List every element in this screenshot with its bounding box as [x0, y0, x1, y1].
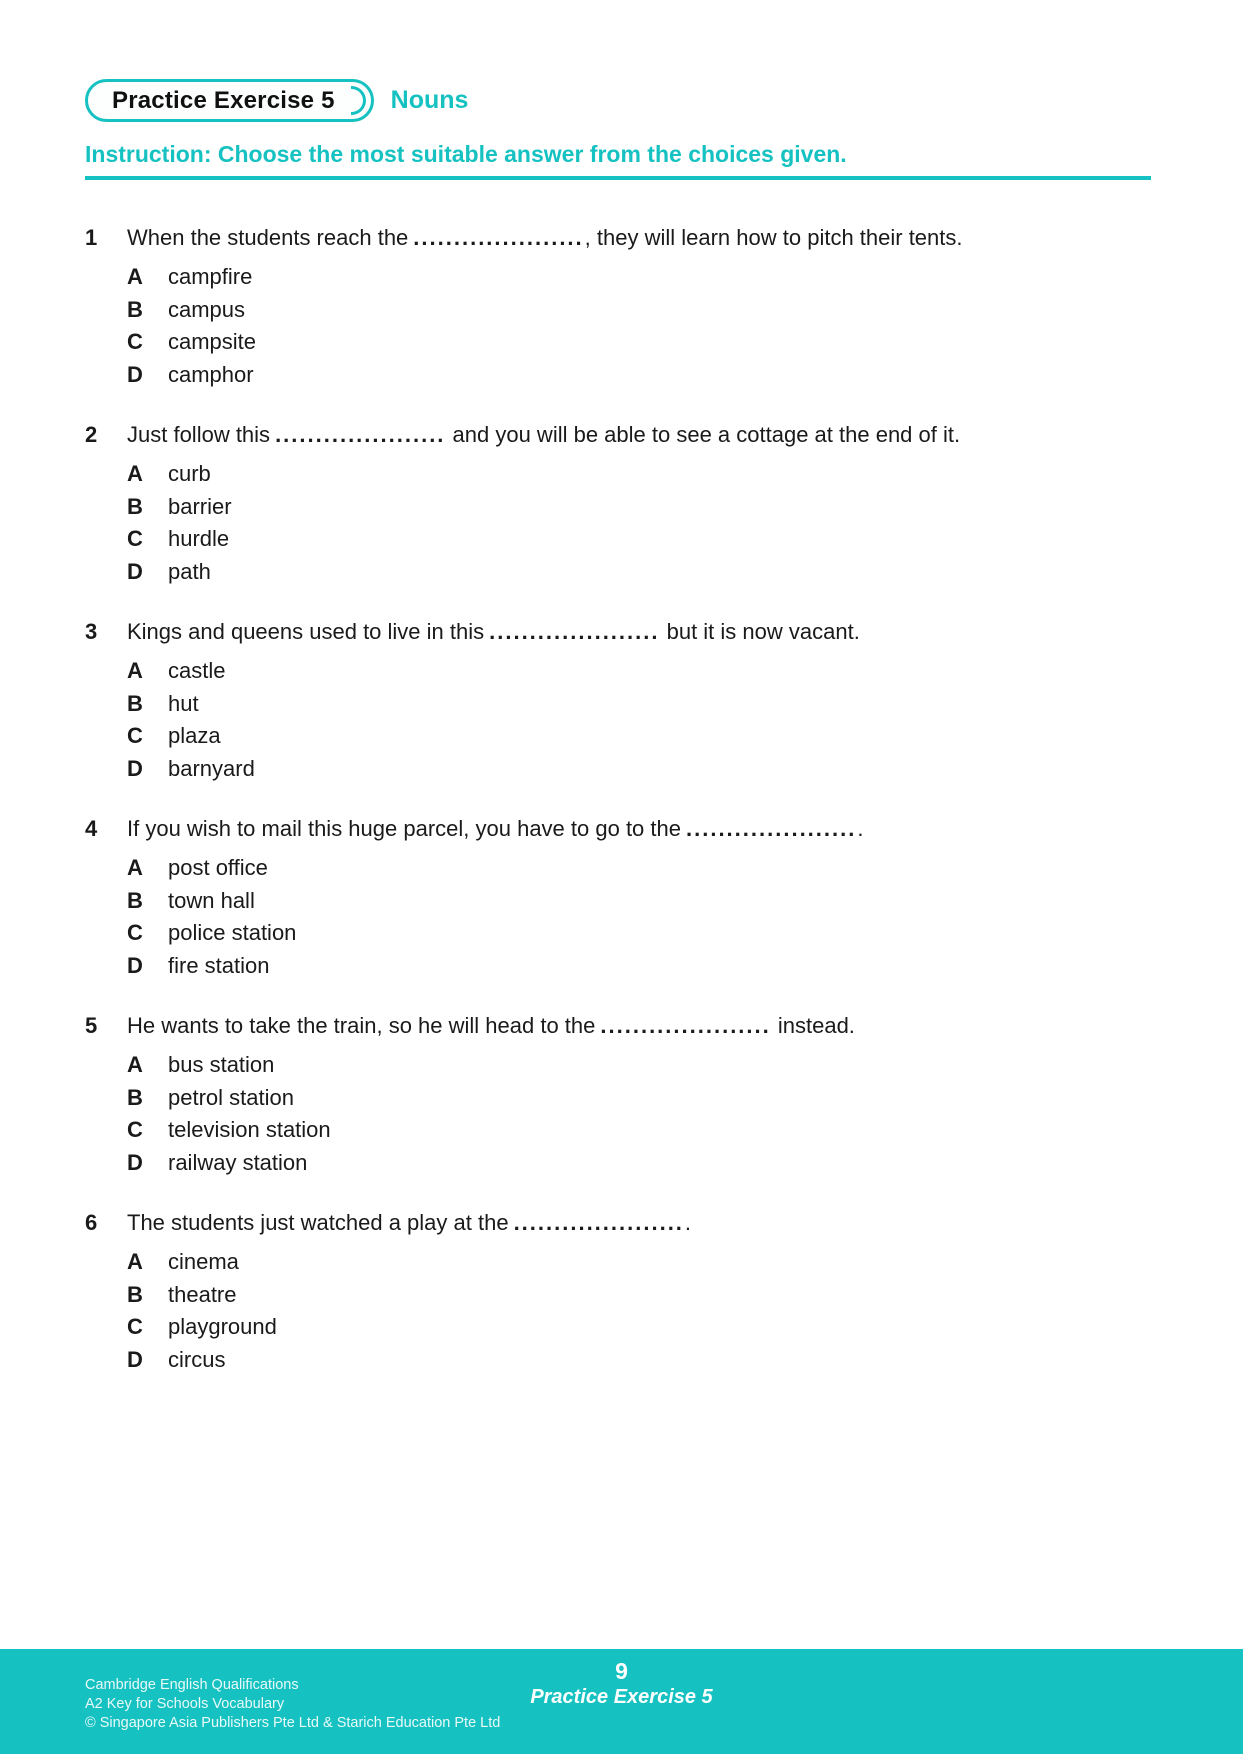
option-row — [85, 294, 1155, 327]
footer-section-label: Practice Exercise 5 — [530, 1686, 713, 1708]
instruction-divider — [85, 176, 1151, 180]
question-text-before: Just follow this — [127, 422, 271, 447]
answer-blank: ..................... — [489, 619, 660, 644]
option-label: petrol station — [168, 1084, 294, 1110]
option-row — [85, 1147, 1155, 1180]
option-label: circus — [168, 1346, 226, 1372]
option-letter: B — [127, 1084, 143, 1110]
exercise-badge-label: Practice Exercise 5 — [112, 86, 335, 114]
question-line — [85, 1009, 1155, 1042]
option-letter: D — [127, 558, 143, 584]
option-letter: D — [127, 1346, 143, 1372]
question-text-after: . — [857, 816, 864, 841]
option-row — [85, 458, 1155, 491]
option-label: barnyard — [168, 755, 255, 781]
option-row — [85, 1311, 1155, 1344]
question-block-6 — [85, 1206, 1155, 1376]
answer-blank: ..................... — [413, 225, 584, 250]
option-row — [85, 852, 1155, 885]
question-number: 3 — [85, 619, 98, 644]
options-list — [85, 261, 1155, 391]
option-letter: B — [127, 296, 143, 322]
option-letter: D — [127, 952, 143, 978]
option-row — [85, 1279, 1155, 1312]
question-text — [127, 1206, 691, 1239]
option-label: cinema — [168, 1249, 239, 1274]
option-label: police station — [168, 920, 297, 945]
option-label: hut — [168, 690, 199, 716]
option-letter: B — [127, 690, 143, 716]
options-list — [85, 458, 1155, 588]
option-label: theatre — [168, 1281, 237, 1307]
question-number: 5 — [85, 1013, 98, 1038]
question-block-2 — [85, 418, 1155, 588]
option-row — [85, 1344, 1155, 1377]
question-text — [127, 812, 863, 845]
option-letter: A — [127, 1249, 143, 1274]
option-row — [85, 950, 1155, 983]
question-text-before: When the students reach the — [127, 225, 409, 250]
option-letter: D — [127, 361, 143, 387]
option-label: campus — [168, 296, 246, 322]
question-block-1 — [85, 221, 1155, 391]
question-line — [85, 418, 1155, 451]
question-text-before: The students just watched a play at the — [127, 1210, 509, 1235]
question-number: 2 — [85, 422, 98, 447]
badge-end-arc-icon — [351, 86, 366, 115]
page-header — [85, 79, 468, 122]
footer-imprint-line: Cambridge English Qualifications — [85, 1677, 299, 1693]
option-letter: C — [127, 1117, 143, 1142]
question-line — [85, 812, 1155, 845]
option-letter: C — [127, 526, 143, 551]
question-block-4 — [85, 812, 1155, 982]
footer-center — [0, 1658, 1243, 1709]
answer-blank: ..................... — [513, 1210, 684, 1235]
answer-blank: ..................... — [686, 816, 857, 841]
option-letter: D — [127, 755, 143, 781]
option-label: campsite — [168, 329, 257, 354]
option-letter: A — [127, 461, 143, 486]
options-list — [85, 655, 1155, 785]
answer-blank: ..................... — [275, 422, 446, 447]
question-text — [127, 418, 960, 451]
options-list — [85, 852, 1155, 982]
option-row — [85, 1246, 1155, 1279]
question-list — [85, 221, 1155, 1403]
question-block-5 — [85, 1009, 1155, 1179]
question-text-before: If you wish to mail this huge parcel, you have to go to the — [127, 816, 681, 841]
option-label: barrier — [168, 493, 232, 519]
option-row — [85, 359, 1155, 392]
option-row — [85, 885, 1155, 918]
option-row — [85, 1114, 1155, 1147]
option-label: television station — [168, 1117, 331, 1142]
option-label: camphor — [168, 361, 254, 387]
option-label: campfire — [168, 264, 253, 289]
instruction-text: Instruction: Choose the most suitable answer from the choices given. — [85, 141, 847, 167]
question-text-after: and you will be able to see a cottage at the end of it. — [446, 422, 961, 447]
option-row — [85, 261, 1155, 294]
answer-blank: ..................... — [600, 1013, 771, 1038]
option-letter: C — [127, 920, 143, 945]
option-label: castle — [168, 658, 226, 683]
question-text-after: . — [684, 1210, 692, 1235]
question-number: 6 — [85, 1210, 98, 1235]
option-label: curb — [168, 461, 211, 486]
footer-imprint-line: © Singapore Asia Publishers Pte Ltd & Starich Education Pte Ltd — [85, 1715, 501, 1731]
option-row — [85, 753, 1155, 786]
question-text-before: Kings and queens used to live in this — [127, 619, 485, 644]
option-row — [85, 523, 1155, 556]
option-letter: C — [127, 723, 143, 748]
option-label: bus station — [168, 1052, 275, 1077]
option-letter: B — [127, 887, 143, 913]
question-text — [127, 221, 963, 254]
question-line — [85, 615, 1155, 648]
option-label: playground — [168, 1314, 277, 1339]
option-label: railway station — [168, 1149, 308, 1175]
option-row — [85, 491, 1155, 524]
options-list — [85, 1246, 1155, 1376]
question-text — [127, 615, 860, 648]
option-label: fire station — [168, 952, 270, 978]
question-text-after: but it is now vacant. — [660, 619, 860, 644]
page-number: 9 — [615, 1658, 628, 1684]
question-text-after: , they will learn how to pitch their tents. — [584, 225, 963, 250]
question-number: 4 — [85, 816, 98, 841]
option-label: plaza — [168, 723, 221, 748]
question-line — [85, 221, 1155, 254]
option-letter: A — [127, 1052, 143, 1077]
option-row — [85, 720, 1155, 753]
footer-bar — [0, 1649, 1243, 1754]
option-letter: C — [127, 329, 143, 354]
option-row — [85, 556, 1155, 589]
option-row — [85, 1049, 1155, 1082]
option-row — [85, 655, 1155, 688]
option-row — [85, 1082, 1155, 1115]
question-text-before: He wants to take the train, so he will head to the — [127, 1013, 596, 1038]
option-letter: B — [127, 493, 143, 519]
option-letter: C — [127, 1314, 143, 1339]
exercise-badge — [85, 79, 374, 122]
option-letter: A — [127, 264, 143, 289]
question-line — [85, 1206, 1155, 1239]
option-label: path — [168, 558, 211, 584]
question-text — [127, 1009, 855, 1042]
option-letter: B — [127, 1281, 143, 1307]
option-row — [85, 326, 1155, 359]
option-label: post office — [168, 855, 268, 880]
option-label: hurdle — [168, 526, 230, 551]
option-row — [85, 688, 1155, 721]
question-number: 1 — [85, 225, 98, 250]
options-list — [85, 1049, 1155, 1179]
option-row — [85, 917, 1155, 950]
question-block-3 — [85, 615, 1155, 785]
footer-imprint-line: A2 Key for Schools Vocabulary — [85, 1696, 285, 1712]
topic-title: Nouns — [390, 86, 469, 114]
option-label: town hall — [168, 887, 255, 913]
option-letter: A — [127, 658, 143, 683]
option-letter: A — [127, 855, 143, 880]
option-letter: D — [127, 1149, 143, 1175]
question-text-after: instead. — [771, 1013, 855, 1038]
